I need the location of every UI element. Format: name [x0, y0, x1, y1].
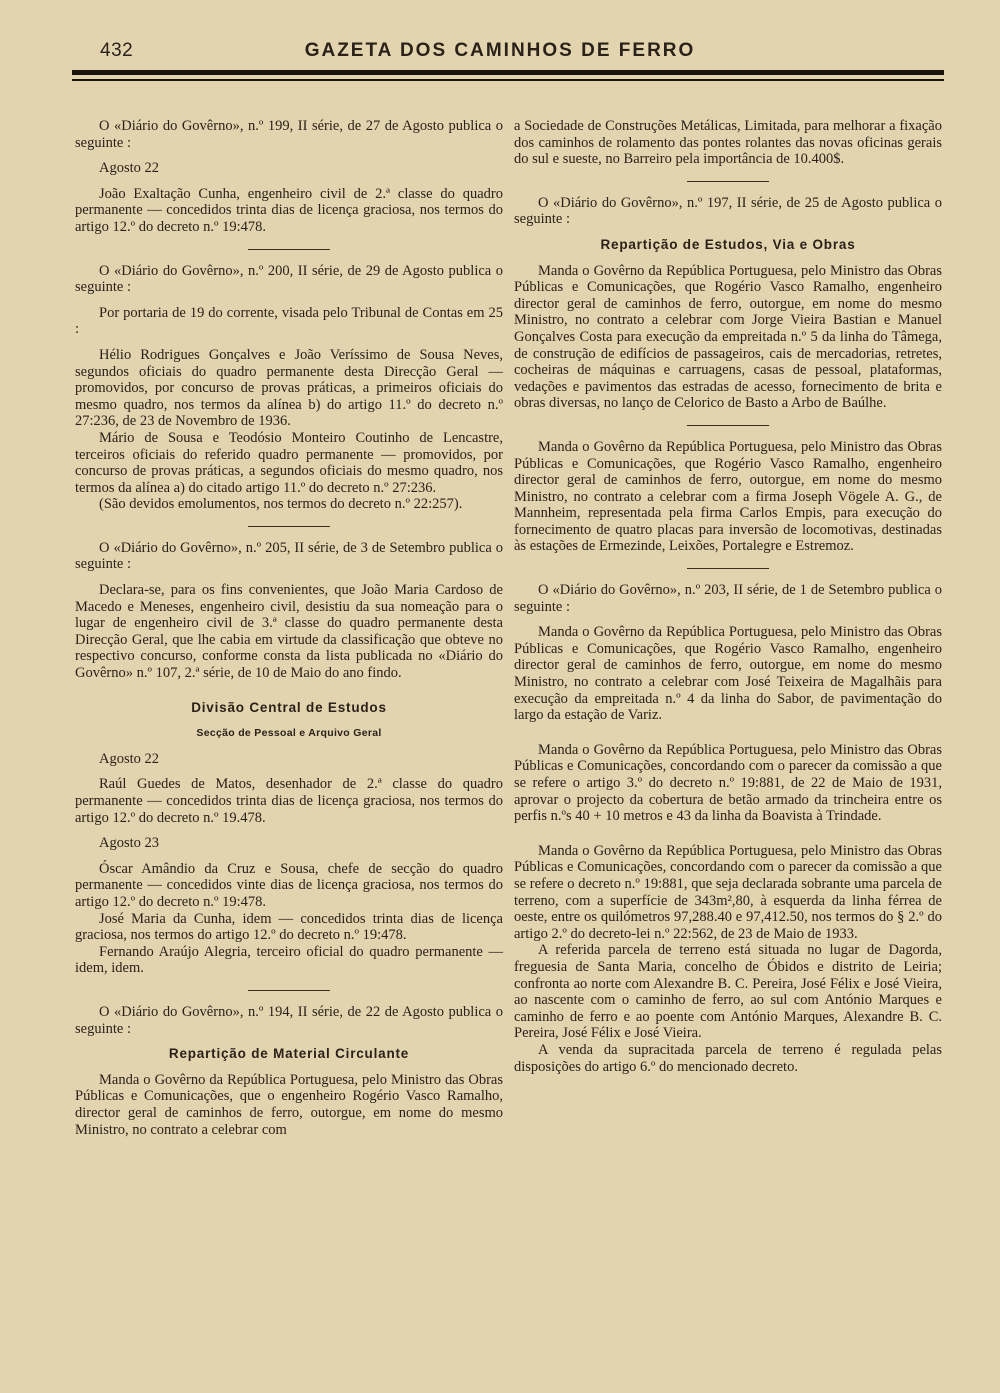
paragraph: José Maria da Cunha, idem — concedidos trinta dias de licença graciosa, nos termos do artigo 12.º do decreto n.º 19:478.: [75, 910, 503, 944]
date-line: Agosto 23: [99, 835, 160, 852]
paragraph: Óscar Amândio da Cruz e Sousa, chefe de secção do quadro permanente — concedidos vinte dias de licença graciosa, nos termos do artigo 12.º do decreto n.º 19:478.: [75, 860, 503, 910]
section-heading: Repartição de Estudos, Via e Obras: [600, 236, 856, 252]
paragraph: Manda o Govêrno da República Portuguesa, pelo Ministro das Obras Públicas e Comunicações, que o engenheiro Rogério Vasco Ramalho, director geral de caminhos de ferro, outorgue, em nome do mesmo Ministro, no contrato a celebrar com: [75, 1071, 503, 1138]
paragraph: Por portaria de 19 do corrente, visada pelo Tribunal de Contas em 25 :: [75, 304, 503, 338]
paragraph: Manda o Govêrno da República Portuguesa, pelo Ministro das Obras Públicas e Comunicações, que Rogério Vasco Ramalho, engenheiro director geral de caminhos de ferro, outorgue, em nome do mesmo Ministro, no contrato a celebrar com Jorge Vieira Bastian e Manuel Gonçalves Costa para execução da empreitada n.º 5 da linha do Tâmega, de construção de edifícios de passageiros, cais de mercadorias, retretes, cocheiras de máquinas e carruagens, casas de pessoal, plataformas, vedações e pavimentos das estradas de acesso, fornecimento de brita e obras diversas, no lanço de Celorico de Basto a Arbo de Baúlhe.: [514, 262, 942, 412]
paragraph-continued: a Sociedade de Construções Metálicas, Limitada, para melhorar a fixação dos caminhos de rolamento das pontes rolantes das novas oficinas gerais do sul e sueste, no Barreiro pela importância de 10.400$.: [514, 118, 942, 168]
paragraph: Declara-se, para os fins convenientes, que João Maria Cardoso de Macedo e Meneses, engenheiro civil, desistiu da sua nomeação para o lugar de engenheiro civil de 3.ª classe do quadro permanente desta Direcção Geral, que lhe cabia em virtude da classificação que obteve no respectivo concurso, conforme consta da lista publicada no «Diário do Govêrno» n.º 107, 2.ª série, de 10 de Maio do ano findo.: [75, 582, 503, 682]
date-line: Agosto 22: [99, 750, 160, 767]
header-rule-thick: [72, 70, 944, 75]
subsection-heading: Secção de Pessoal e Arquivo Geral: [196, 727, 382, 740]
paragraph: A referida parcela de terreno está situada no lugar de Dagorda, freguesia de Santa Maria, concelho de Óbidos e distrito de Leiria; confronta ao norte com Alexandre B. C. Pereira, José Félix e José Vieira, ao nascente com o caminho de ferro, ao sul com António Marques e caminho de ferro e ao poente com António Marques, Alexandre B. C. Pereira, José Félix e José Vieira.: [514, 942, 942, 1042]
paragraph: Manda o Govêrno da República Portuguesa, pelo Ministro das Obras Públicas e Comunicações, concordando com o parecer da comissão a que se refere o artigo 3.º do decreto n.º 19:881, de 22 de Maio de 1931, aprovar o projecto da cobertura de betão armado da trincheira entre os perfis n.ºs 40 + 10 metros e 43 da linha da Boavista à Trindade.: [514, 741, 942, 825]
paragraph: Mário de Sousa e Teodósio Monteiro Coutinho de Lencastre, terceiros oficiais do referido quadro permanente — promovidos, por concurso de provas práticas, a segundos oficiais do mesmo quadro, nos termos da alínea a) do citado artigo 11.º do decreto n.º 27:236.: [75, 429, 503, 496]
date-line: Agosto 22: [99, 160, 160, 177]
section-separator: [687, 568, 769, 569]
section-separator: [687, 425, 769, 426]
section-separator: [248, 990, 330, 991]
section-separator: [248, 526, 330, 527]
notice-intro: O «Diário do Govêrno», n.º 205, II série, de 3 de Setembro publica o seguinte :: [75, 539, 503, 573]
header-rule-thin: [72, 79, 944, 81]
notice-intro: O «Diário do Govêrno», n.º 194, II série, de 22 de Agosto publica o seguinte :: [75, 1003, 503, 1037]
notice-intro: O «Diário do Govêrno», n.º 197, II série, de 25 de Agosto publica o seguinte :: [514, 194, 942, 228]
section-heading: Divisão Central de Estudos: [191, 699, 387, 715]
paragraph: João Exaltação Cunha, engenheiro civil de 2.ª classe do quadro permanente — concedidos trinta dias de licença graciosa, nos termos do artigo 12.º do decreto n.º 19:478.: [75, 185, 503, 235]
paragraph: Manda o Govêrno da República Portuguesa, pelo Ministro das Obras Públicas e Comunicações, que Rogério Vasco Ramalho, engenheiro director geral de caminhos de ferro, outorgue, em nome do mesmo Ministro, no contrato a celebrar com José Teixeira de Magalhãis para execução da empreitada n.º 4 da linha do Sabor, de pavimentação do largo da estação de Variz.: [514, 624, 942, 724]
paragraph: (São devidos emolumentos, nos termos do decreto n.º 22:257).: [99, 496, 463, 513]
notice-intro: O «Diário do Govêrno», n.º 200, II série, de 29 de Agosto publica o seguinte :: [75, 262, 503, 296]
paragraph: A venda da supracitada parcela de terreno é regulada pelas disposições do artigo 6.º do mencionado decreto.: [514, 1041, 942, 1075]
left-column: [75, 118, 503, 1138]
paragraph: Manda o Govêrno da República Portuguesa, pelo Ministro das Obras Públicas e Comunicações, que Rogério Vasco Ramalho, engenheiro director geral de caminhos de ferro, outorgue, em nome do mesmo Ministro, no contrato a celebrar com a firma Joseph Vögele A. G., de Mannheim, representada pela firma Carlos Empis, para execução do fornecimento de quatro placas para inversão de locomotivas, destinadas às estações de Ermezinde, Leixões, Portalegre e Estremoz.: [514, 438, 942, 555]
notice-intro: O «Diário do Govêrno», n.º 203, II série, de 1 de Setembro publica o seguinte :: [514, 582, 942, 615]
section-separator: [248, 249, 330, 250]
paragraph: Manda o Govêrno da República Portuguesa, pelo Ministro das Obras Públicas e Comunicações, concordando com o parecer da comissão a que se refere o decreto n.º 19:881, que seja declarada sobrante uma parcela de terreno, com a superfície de 343m²,80, à esquerda da linha férrea de oeste, entre os quilómetros 97,288.40 e 97,412.50, nos termos do § 2.º do artigo 2.º do decreto-lei n.º 22:562, de 23 de Maio de 1933.: [514, 842, 942, 942]
notice-intro: O «Diário do Govêrno», n.º 199, II série, de 27 de Agosto publica o seguinte :: [75, 118, 503, 151]
right-column: [514, 118, 942, 1075]
paragraph: Hélio Rodrigues Gonçalves e João Veríssimo de Sousa Neves, segundos oficiais do quadro permanente desta Direcção Geral — promovidos, por concurso de provas práticas, a primeiros oficiais do mesmo quadro, nos termos da alínea b) do artigo 11.º do decreto n.º 27:236, de 23 de Novembro de 1936.: [75, 346, 503, 430]
section-heading: Repartição de Material Circulante: [168, 1046, 410, 1062]
page-number: 432: [100, 40, 134, 61]
paragraph: Raúl Guedes de Matos, desenhador de 2.ª classe do quadro permanente — concedidos trinta dias de licença graciosa, nos termos do artigo 12.º do decreto n.º 19.478.: [75, 776, 503, 826]
running-head: GAZETA DOS CAMINHOS DE FERRO: [304, 40, 696, 61]
section-separator: [687, 181, 769, 182]
paragraph: Fernando Araújo Alegria, terceiro oficial do quadro permanente — idem, idem.: [75, 943, 503, 977]
